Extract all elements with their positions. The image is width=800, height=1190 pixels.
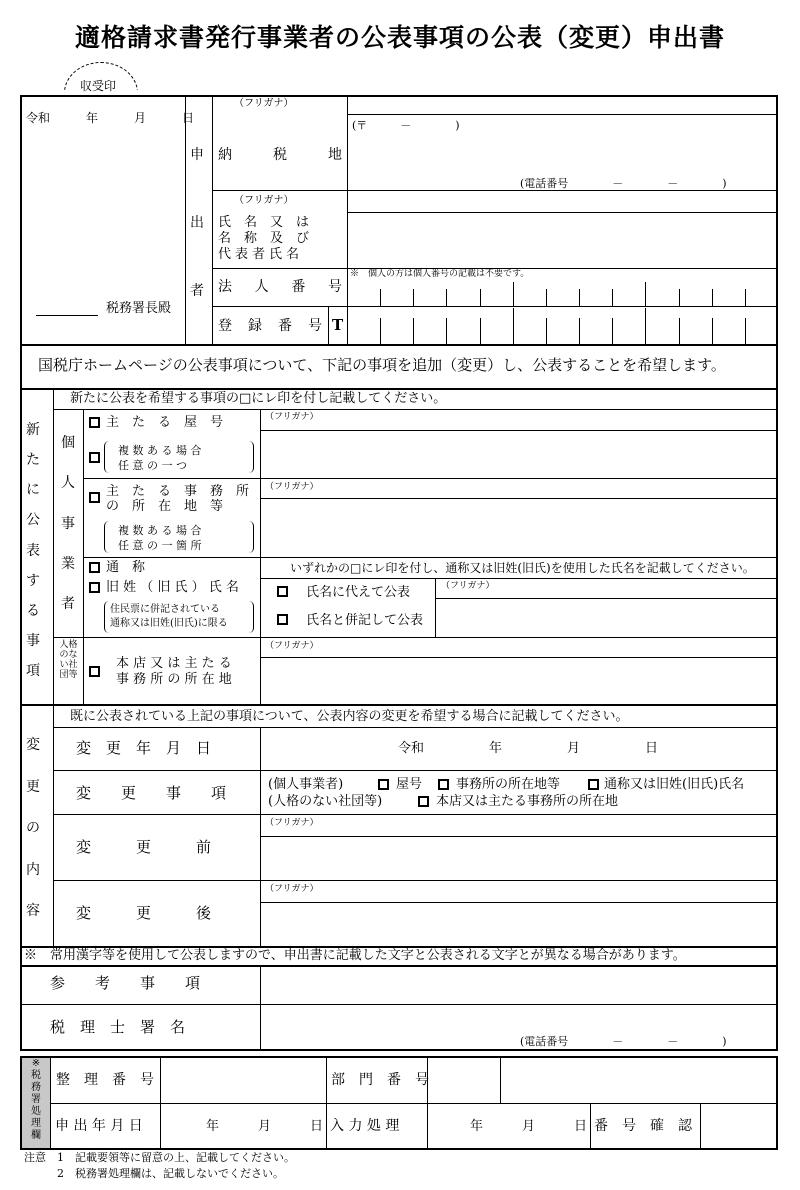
accountant-label: 税 理 士 署 名 xyxy=(50,1018,186,1036)
furigana-label: （フリガナ） xyxy=(234,195,294,206)
number-check-label: 番 号 確 認 xyxy=(594,1118,692,1134)
digit-divider xyxy=(712,318,713,347)
change-office-label: 事務所の所在地等 xyxy=(456,777,561,792)
digit-divider xyxy=(446,318,447,347)
change-trade-checkbox[interactable] xyxy=(378,779,389,790)
instead-label: 氏名に代えて公表 xyxy=(306,585,411,600)
furigana-label: （フリガナ） xyxy=(265,482,319,492)
reg-number-label: 登 録 番 号 xyxy=(218,318,322,334)
before-label: 変 更 前 xyxy=(76,838,212,856)
postal-field[interactable]: (〒 － ) xyxy=(352,119,460,132)
change-section-instruction: 既に公表されている上記の事項について、公表内容の変更を希望する場合に記載してください。 xyxy=(70,709,629,724)
furigana-label: （フリガナ） xyxy=(265,641,319,651)
multi-office-label: 任 意 の 一 箇 所 xyxy=(118,539,202,552)
digit-divider xyxy=(546,318,547,347)
digit-divider xyxy=(380,318,381,347)
reference-input[interactable] xyxy=(262,967,776,1003)
kanji-note: ※ 常用漢字等を使用して公表しますので、申出書に記載した文字と公表される文字とが異なる場合があります。 xyxy=(24,948,686,963)
ref-no-label: 整 理 番 号 xyxy=(56,1072,154,1088)
multi-any-label: 任 意 の 一 つ xyxy=(118,459,187,472)
old-name-checkbox[interactable] xyxy=(89,582,100,593)
digit-divider xyxy=(745,289,746,306)
furigana-label: （フリガナ） xyxy=(265,818,319,828)
corp-number-label: 法 人 番 号 xyxy=(218,279,342,295)
old-name-label: 旧 姓 （ 旧 氏 ） 氏 名 xyxy=(106,580,239,595)
alias-label: 通 称 xyxy=(106,560,146,575)
multi-any-label: 複 数 あ る 場 合 xyxy=(118,444,202,457)
digit-divider xyxy=(513,282,514,306)
trade-name-multi-checkbox[interactable] xyxy=(89,452,100,463)
digit-divider xyxy=(645,282,646,306)
reg-prefix: T xyxy=(332,316,344,334)
input-label: 入 力 処 理 xyxy=(330,1118,400,1134)
reg-number-digits[interactable] xyxy=(347,308,778,346)
alias-input[interactable] xyxy=(438,600,776,636)
furigana-label: （フリガナ） xyxy=(265,412,319,422)
digit-divider xyxy=(413,289,414,306)
individual-note: ※ 個人の方は個人番号の記載は不要です。 xyxy=(350,269,530,279)
hq-label-1: 本 店 又 は 主 た る xyxy=(116,656,232,671)
input-date-value: 年 月 日 xyxy=(470,1119,588,1134)
furigana-label: （フリガナ） xyxy=(265,884,319,894)
trade-name-label: 主 た る 屋 号 xyxy=(106,415,224,430)
alias-checkbox[interactable] xyxy=(89,562,100,573)
receipt-stamp-label: 収受印 xyxy=(80,79,117,93)
office-checkbox[interactable] xyxy=(89,492,100,503)
digit-divider xyxy=(546,289,547,306)
change-alias-checkbox[interactable] xyxy=(588,779,599,790)
change-alias-label: 通称又は旧姓(旧氏)氏名 xyxy=(604,777,745,792)
digit-divider xyxy=(480,318,481,347)
individual-options-label: (個人事業者) xyxy=(268,777,344,792)
change-date-label: 変 更 年 月 日 xyxy=(76,739,212,757)
residence-label: 通称又は旧姓(旧氏)に限る xyxy=(110,618,228,629)
address-input[interactable] xyxy=(350,135,775,175)
digit-divider xyxy=(579,318,580,347)
digit-divider xyxy=(446,289,447,306)
digit-divider xyxy=(679,318,680,347)
new-section-side: 新 た に 公 表 す る 事 項 xyxy=(26,422,40,679)
change-hq-label: 本店又は主たる事務所の所在地 xyxy=(436,794,619,809)
applicant-label: 申 出 者 xyxy=(190,147,204,299)
digit-divider xyxy=(413,318,414,347)
corp-number-digits[interactable] xyxy=(347,282,778,306)
hq-input[interactable] xyxy=(262,659,776,704)
digit-divider xyxy=(380,289,381,306)
digit-divider xyxy=(612,289,613,306)
change-item-label: 変 更 事 項 xyxy=(76,784,227,802)
digit-divider xyxy=(679,289,680,306)
office-use-side-label: ※ 税 務 署 処 理 欄 xyxy=(31,1058,41,1141)
office-label: 税務署長殿 xyxy=(106,301,172,316)
new-section-instruction: 新たに公表を希望する事項の□にレ印を付し記載してください。 xyxy=(70,391,447,406)
digit-divider xyxy=(513,308,514,346)
submit-date-label: 申 出 年 月 日 xyxy=(55,1118,143,1134)
digit-divider xyxy=(745,318,746,347)
form-title: 適格請求書発行事業者の公表事項の公表（変更）申出書 xyxy=(74,23,725,52)
multi-office-label: 複 数 あ る 場 合 xyxy=(118,524,202,537)
hq-label-2: 事 務 所 の 所 在 地 xyxy=(116,672,232,687)
digit-divider xyxy=(612,318,613,347)
after-input[interactable] xyxy=(262,904,776,944)
org-label: 人格 のな い社 団等 xyxy=(59,640,78,680)
phone-field[interactable]: (電話番号 － － ) xyxy=(520,177,727,190)
furigana-label: （フリガナ） xyxy=(234,98,294,109)
trade-name-checkbox[interactable] xyxy=(89,417,100,428)
dept-no-label: 部 門 番 号 xyxy=(331,1072,429,1088)
statement-text: 国税庁ホームページの公表事項について、下記の事項を追加（変更）し、公表することを希望します。 xyxy=(38,356,726,374)
org-options-label: (人格のない社団等) xyxy=(268,794,383,809)
instead-checkbox[interactable] xyxy=(277,586,288,597)
name-input[interactable] xyxy=(350,215,775,265)
change-date-value[interactable]: 令和 年 月 日 xyxy=(398,741,659,756)
digit-divider xyxy=(645,308,646,346)
office-label-1: 主 た る 事 務 所 xyxy=(106,484,250,499)
digit-divider xyxy=(480,289,481,306)
office-label-2: の 所 在 地 等 xyxy=(106,499,224,514)
accountant-phone[interactable]: (電話番号 － － ) xyxy=(520,1035,727,1048)
name-label: 氏名又は 名称及び 代表者氏名 xyxy=(218,215,323,262)
together-checkbox[interactable] xyxy=(277,614,288,625)
office-underline[interactable] xyxy=(36,315,98,316)
before-input[interactable] xyxy=(262,838,776,878)
together-label: 氏名と併記して公表 xyxy=(306,613,424,628)
reference-label: 参 考 事 項 xyxy=(50,974,201,992)
change-trade-label: 屋号 xyxy=(396,777,423,792)
furigana-label: （フリガナ） xyxy=(441,581,495,591)
change-hq-checkbox[interactable] xyxy=(418,796,429,807)
alias-instruction: いずれかの□にレ印を付し、通称又は旧姓(旧氏)を使用した氏名を記載してください。 xyxy=(290,561,755,575)
change-section-side: 変 更 の 内 容 xyxy=(26,737,40,919)
note-2: 2 税務署処理欄は、記載しないでください。 xyxy=(24,1167,284,1180)
digit-divider xyxy=(579,289,580,306)
trade-name-input[interactable] xyxy=(262,432,776,477)
address-label: 納 税 地 xyxy=(218,147,342,163)
submit-date-value: 年 月 日 xyxy=(206,1119,324,1134)
accountant-input[interactable] xyxy=(262,1006,776,1034)
note-1: 注意 1 記載要領等に留意の上、記載してください。 xyxy=(24,1151,295,1164)
change-office-checkbox[interactable] xyxy=(438,779,449,790)
after-label: 変 更 後 xyxy=(76,904,212,922)
individual-label: 個 人 事 業 者 xyxy=(61,435,75,612)
digit-divider xyxy=(712,289,713,306)
date-field[interactable]: 令和 年 月 日 xyxy=(26,111,195,125)
hq-checkbox[interactable] xyxy=(89,666,100,677)
office-input[interactable] xyxy=(262,500,776,556)
residence-label: 住民票に併記されている xyxy=(110,604,220,615)
